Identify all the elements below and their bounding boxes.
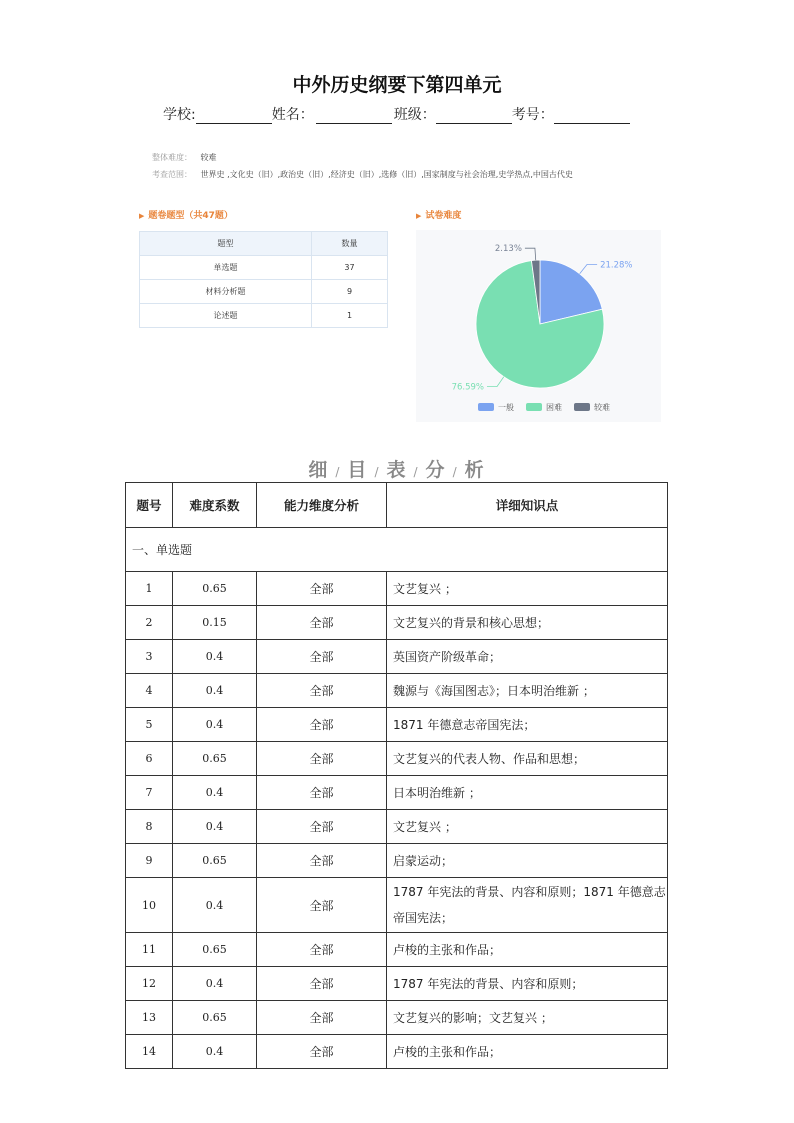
triangle-icon: ▶: [139, 212, 145, 220]
table-row: [126, 606, 668, 640]
table-row: [140, 280, 388, 304]
school-label: 学校:: [163, 107, 196, 123]
knowledge-point-cell: 文艺复兴 ；: [387, 572, 668, 606]
header-no: 题号: [126, 483, 173, 528]
knowledge-point-cell: 启蒙运动；: [387, 844, 668, 878]
difficulty-coef-cell: 0.15: [173, 606, 257, 640]
difficulty-heading: [416, 208, 461, 221]
difficulty-value: 较难: [200, 153, 217, 162]
legend-label: 困难: [546, 403, 562, 412]
question-type-table: [139, 231, 388, 328]
knowledge-point-cell: 文艺复兴的影响；文艺复兴 ；: [387, 1001, 668, 1035]
ability-dimension-cell: 全部: [257, 572, 387, 606]
legend-swatch: [526, 403, 542, 411]
name-label: 姓名：: [271, 107, 314, 123]
class-blank: [436, 107, 512, 124]
analysis-title: [0, 455, 794, 482]
class-label: 班级：: [393, 107, 436, 123]
title-char: 表: [386, 459, 408, 481]
knowledge-point-cell: 文艺复兴的代表人物、作品和思想；: [387, 742, 668, 776]
ability-dimension-cell: 全部: [257, 606, 387, 640]
difficulty-coef-cell: 0.4: [173, 878, 257, 933]
analysis-header-row: [126, 483, 668, 528]
difficulty-coef-cell: 0.65: [173, 572, 257, 606]
ability-dimension-cell: 全部: [257, 674, 387, 708]
title-separator: /: [452, 465, 459, 479]
ability-dimension-cell: 全部: [257, 708, 387, 742]
header-coef: 难度系数: [173, 483, 257, 528]
table-row: [126, 844, 668, 878]
section-row: [126, 528, 668, 572]
question-number-cell: 6: [126, 742, 173, 776]
name-blank: [316, 107, 392, 124]
question-type-heading-text: 题卷题型（共47题）: [148, 211, 233, 221]
legend-swatch: [574, 403, 590, 411]
table-header-row: [140, 232, 388, 256]
title-separator: /: [374, 465, 381, 479]
scope-label: 考查范围：: [152, 170, 192, 179]
question-number-cell: 1: [126, 572, 173, 606]
legend-label: 一般: [498, 403, 514, 412]
title-separator: /: [413, 465, 420, 479]
difficulty-coef-cell: 0.4: [173, 1035, 257, 1069]
ability-dimension-cell: 全部: [257, 776, 387, 810]
label-leader-line: [487, 377, 504, 387]
question-number-cell: 8: [126, 810, 173, 844]
question-number-cell: 11: [126, 933, 173, 967]
exam-no-blank: [554, 107, 630, 124]
knowledge-point-cell: 魏源与《海国图志》；日本明治维新 ；: [387, 674, 668, 708]
analysis-table: [125, 482, 668, 1069]
question-number-cell: 12: [126, 967, 173, 1001]
document-title: 中外历史纲要下第四单元: [292, 74, 502, 96]
ability-dimension-cell: 全部: [257, 933, 387, 967]
question-number-cell: 2: [126, 606, 173, 640]
difficulty-coef-cell: 0.4: [173, 674, 257, 708]
table-row: [126, 708, 668, 742]
ability-dimension-cell: 全部: [257, 878, 387, 933]
ability-dimension-cell: 全部: [257, 1035, 387, 1069]
slice-percent-label: 76.59%: [451, 382, 484, 393]
header-dim: 能力维度分析: [257, 483, 387, 528]
slice-percent-label: 21.28%: [600, 260, 633, 271]
difficulty-label: 整体难度：: [152, 153, 192, 162]
knowledge-point-cell: 文艺复兴的背景和核心思想；: [387, 606, 668, 640]
ability-dimension-cell: 全部: [257, 844, 387, 878]
table-row: [140, 304, 388, 328]
triangle-icon: ▶: [416, 212, 422, 220]
difficulty-coef-cell: 0.65: [173, 844, 257, 878]
exam-scope: [152, 169, 573, 180]
school-blank: [196, 107, 272, 124]
table-row: [126, 1035, 668, 1069]
slice-percent-label: 2.13%: [494, 244, 522, 255]
question-number-cell: 13: [126, 1001, 173, 1035]
table-row: [126, 967, 668, 1001]
question-number-cell: 5: [126, 708, 173, 742]
question-number-cell: 3: [126, 640, 173, 674]
difficulty-chart-panel: [416, 230, 661, 422]
legend-swatch: [478, 403, 494, 411]
table-row: [126, 572, 668, 606]
question-type-heading: [139, 208, 233, 221]
section-label: 一、单选题: [126, 528, 668, 572]
count-cell: 1: [312, 304, 388, 328]
table-row: [126, 776, 668, 810]
type-cell: 单选题: [140, 256, 312, 280]
title-separator: /: [335, 465, 342, 479]
header-type: 题型: [140, 232, 312, 256]
table-row: [126, 742, 668, 776]
difficulty-pie-chart: [416, 230, 661, 422]
knowledge-point-cell: 英国资产阶级革命；: [387, 640, 668, 674]
ability-dimension-cell: 全部: [257, 742, 387, 776]
knowledge-point-cell: 卢梭的主张和作品；: [387, 1035, 668, 1069]
overall-difficulty: [152, 152, 217, 163]
question-number-cell: 4: [126, 674, 173, 708]
table-row: [126, 1001, 668, 1035]
type-cell: 论述题: [140, 304, 312, 328]
difficulty-coef-cell: 0.4: [173, 810, 257, 844]
question-number-cell: 14: [126, 1035, 173, 1069]
header-kp: 详细知识点: [387, 483, 668, 528]
count-cell: 37: [312, 256, 388, 280]
ability-dimension-cell: 全部: [257, 1001, 387, 1035]
label-leader-line: [525, 248, 536, 260]
difficulty-coef-cell: 0.4: [173, 708, 257, 742]
scope-value: 世界史 ,文化史（旧）,政治史（旧）,经济史（旧）,选修（旧）,国家制度与社会治理,史学热点,中国古代史: [200, 170, 573, 179]
title-char: 析: [464, 459, 486, 481]
table-row: [126, 933, 668, 967]
difficulty-coef-cell: 0.65: [173, 1001, 257, 1035]
header-count: 数量: [312, 232, 388, 256]
difficulty-coef-cell: 0.4: [173, 967, 257, 1001]
difficulty-coef-cell: 0.65: [173, 933, 257, 967]
knowledge-point-cell: 1787 年宪法的背景、内容和原则；1871 年德意志帝国宪法；: [387, 878, 668, 933]
table-row: [126, 878, 668, 933]
ability-dimension-cell: 全部: [257, 810, 387, 844]
table-row: [140, 256, 388, 280]
table-row: [126, 810, 668, 844]
knowledge-point-cell: 卢梭的主张和作品；: [387, 933, 668, 967]
title-char: 分: [425, 459, 447, 481]
difficulty-coef-cell: 0.4: [173, 640, 257, 674]
table-row: [126, 674, 668, 708]
question-number-cell: 9: [126, 844, 173, 878]
difficulty-heading-text: 试卷难度: [425, 211, 462, 221]
difficulty-coef-cell: 0.4: [173, 776, 257, 810]
exam-no-label: 考号：: [511, 107, 554, 123]
table-row: [126, 640, 668, 674]
title-char: 细: [308, 459, 330, 481]
type-cell: 材料分析题: [140, 280, 312, 304]
knowledge-point-cell: 1787 年宪法的背景、内容和原则；: [387, 967, 668, 1001]
legend-label: 较难: [594, 403, 610, 412]
title-char: 目: [347, 459, 369, 481]
knowledge-point-cell: 日本明治维新 ；: [387, 776, 668, 810]
knowledge-point-cell: 1871 年德意志帝国宪法；: [387, 708, 668, 742]
difficulty-coef-cell: 0.65: [173, 742, 257, 776]
ability-dimension-cell: 全部: [257, 967, 387, 1001]
count-cell: 9: [312, 280, 388, 304]
ability-dimension-cell: 全部: [257, 640, 387, 674]
question-number-cell: 10: [126, 878, 173, 933]
question-number-cell: 7: [126, 776, 173, 810]
label-leader-line: [580, 264, 597, 273]
student-info-line: [163, 104, 630, 124]
knowledge-point-cell: 文艺复兴 ；: [387, 810, 668, 844]
